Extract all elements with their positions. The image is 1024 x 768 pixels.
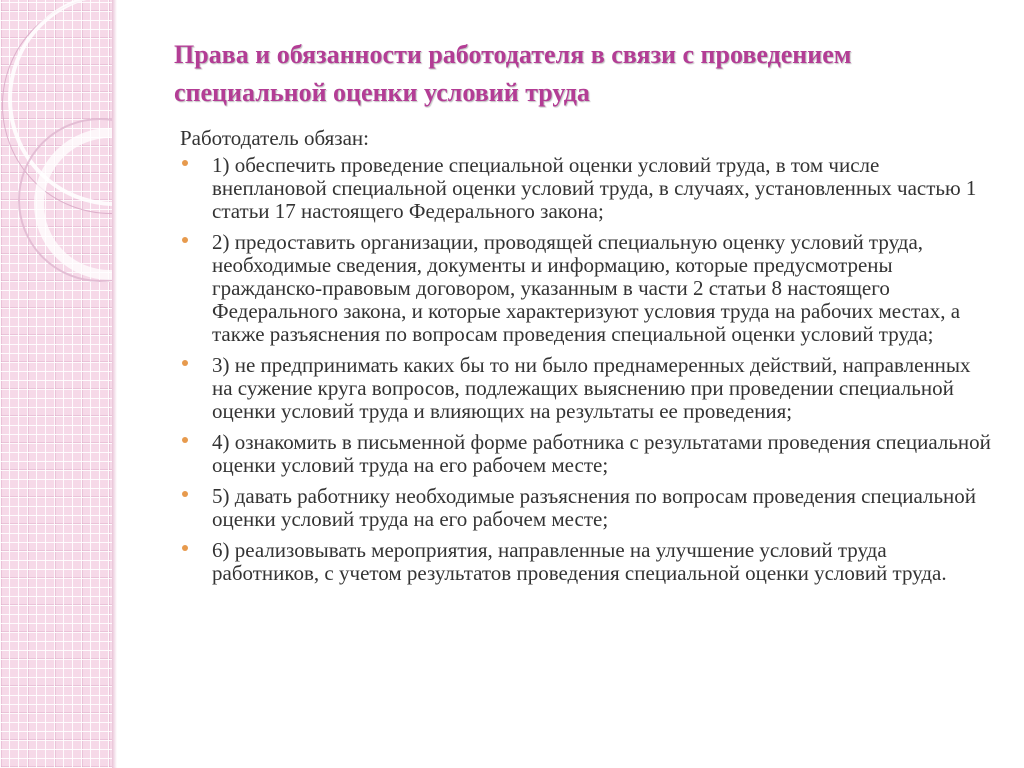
slide-title: Права и обязанности работодателя в связи с проведением специальной оценки условий труда <box>174 40 852 107</box>
list-item <box>174 154 994 223</box>
list-item <box>174 539 994 585</box>
bullet-icon <box>182 160 188 166</box>
list-item <box>174 354 994 423</box>
bullet-icon <box>182 437 188 443</box>
bullet-icon <box>182 545 188 551</box>
list-item-text: 3) не предпринимать каких бы то ни было преднамеренных действий, направленных на сужение круга вопросов, подлежащих выяснению при проведении специальной оценки условий труда и влияющих на результаты ее проведения; <box>212 353 971 423</box>
list-item-text: 5) давать работнику необходимые разъяснения по вопросам проведения специальной оценки условий труда на его рабочем месте; <box>212 484 976 531</box>
list-item-text: 1) обеспечить проведение специальной оценки условий труда, в том числе внеплановой специальной оценки условий труда, в случаях, установленных частью 1 статьи 17 настоящего Федерального закона; <box>212 153 977 223</box>
decorative-side-panel <box>0 0 112 768</box>
slide-content <box>174 36 994 593</box>
side-panel-edge <box>112 0 117 768</box>
bullet-icon <box>182 237 188 243</box>
obligations-list <box>174 154 994 585</box>
list-item <box>174 231 994 346</box>
list-item-text: 2) предоставить организации, проводящей специальную оценку условий труда, необходимые сведения, документы и информацию, которые предусмотрены гражданско-правовым договором, указанным в части 2 статьи 8 настоящего Федерального закона, и которые характеризуют условия труда на рабочих местах, а также разъяснения по вопросам проведения специальной оценки условий труда; <box>212 230 961 346</box>
list-item-text: 4) ознакомить в письменной форме работника с результатами проведения специальной оценки условий труда на его рабочем месте; <box>212 430 991 477</box>
intro-text: Работодатель обязан: <box>180 126 369 150</box>
list-item <box>174 431 994 477</box>
bullet-icon <box>182 491 188 497</box>
list-item <box>174 485 994 531</box>
bullet-icon <box>182 360 188 366</box>
list-item-text: 6) реализовывать мероприятия, направленные на улучшение условий труда работников, с учетом результатов проведения специальной оценки условий труда. <box>212 538 947 585</box>
